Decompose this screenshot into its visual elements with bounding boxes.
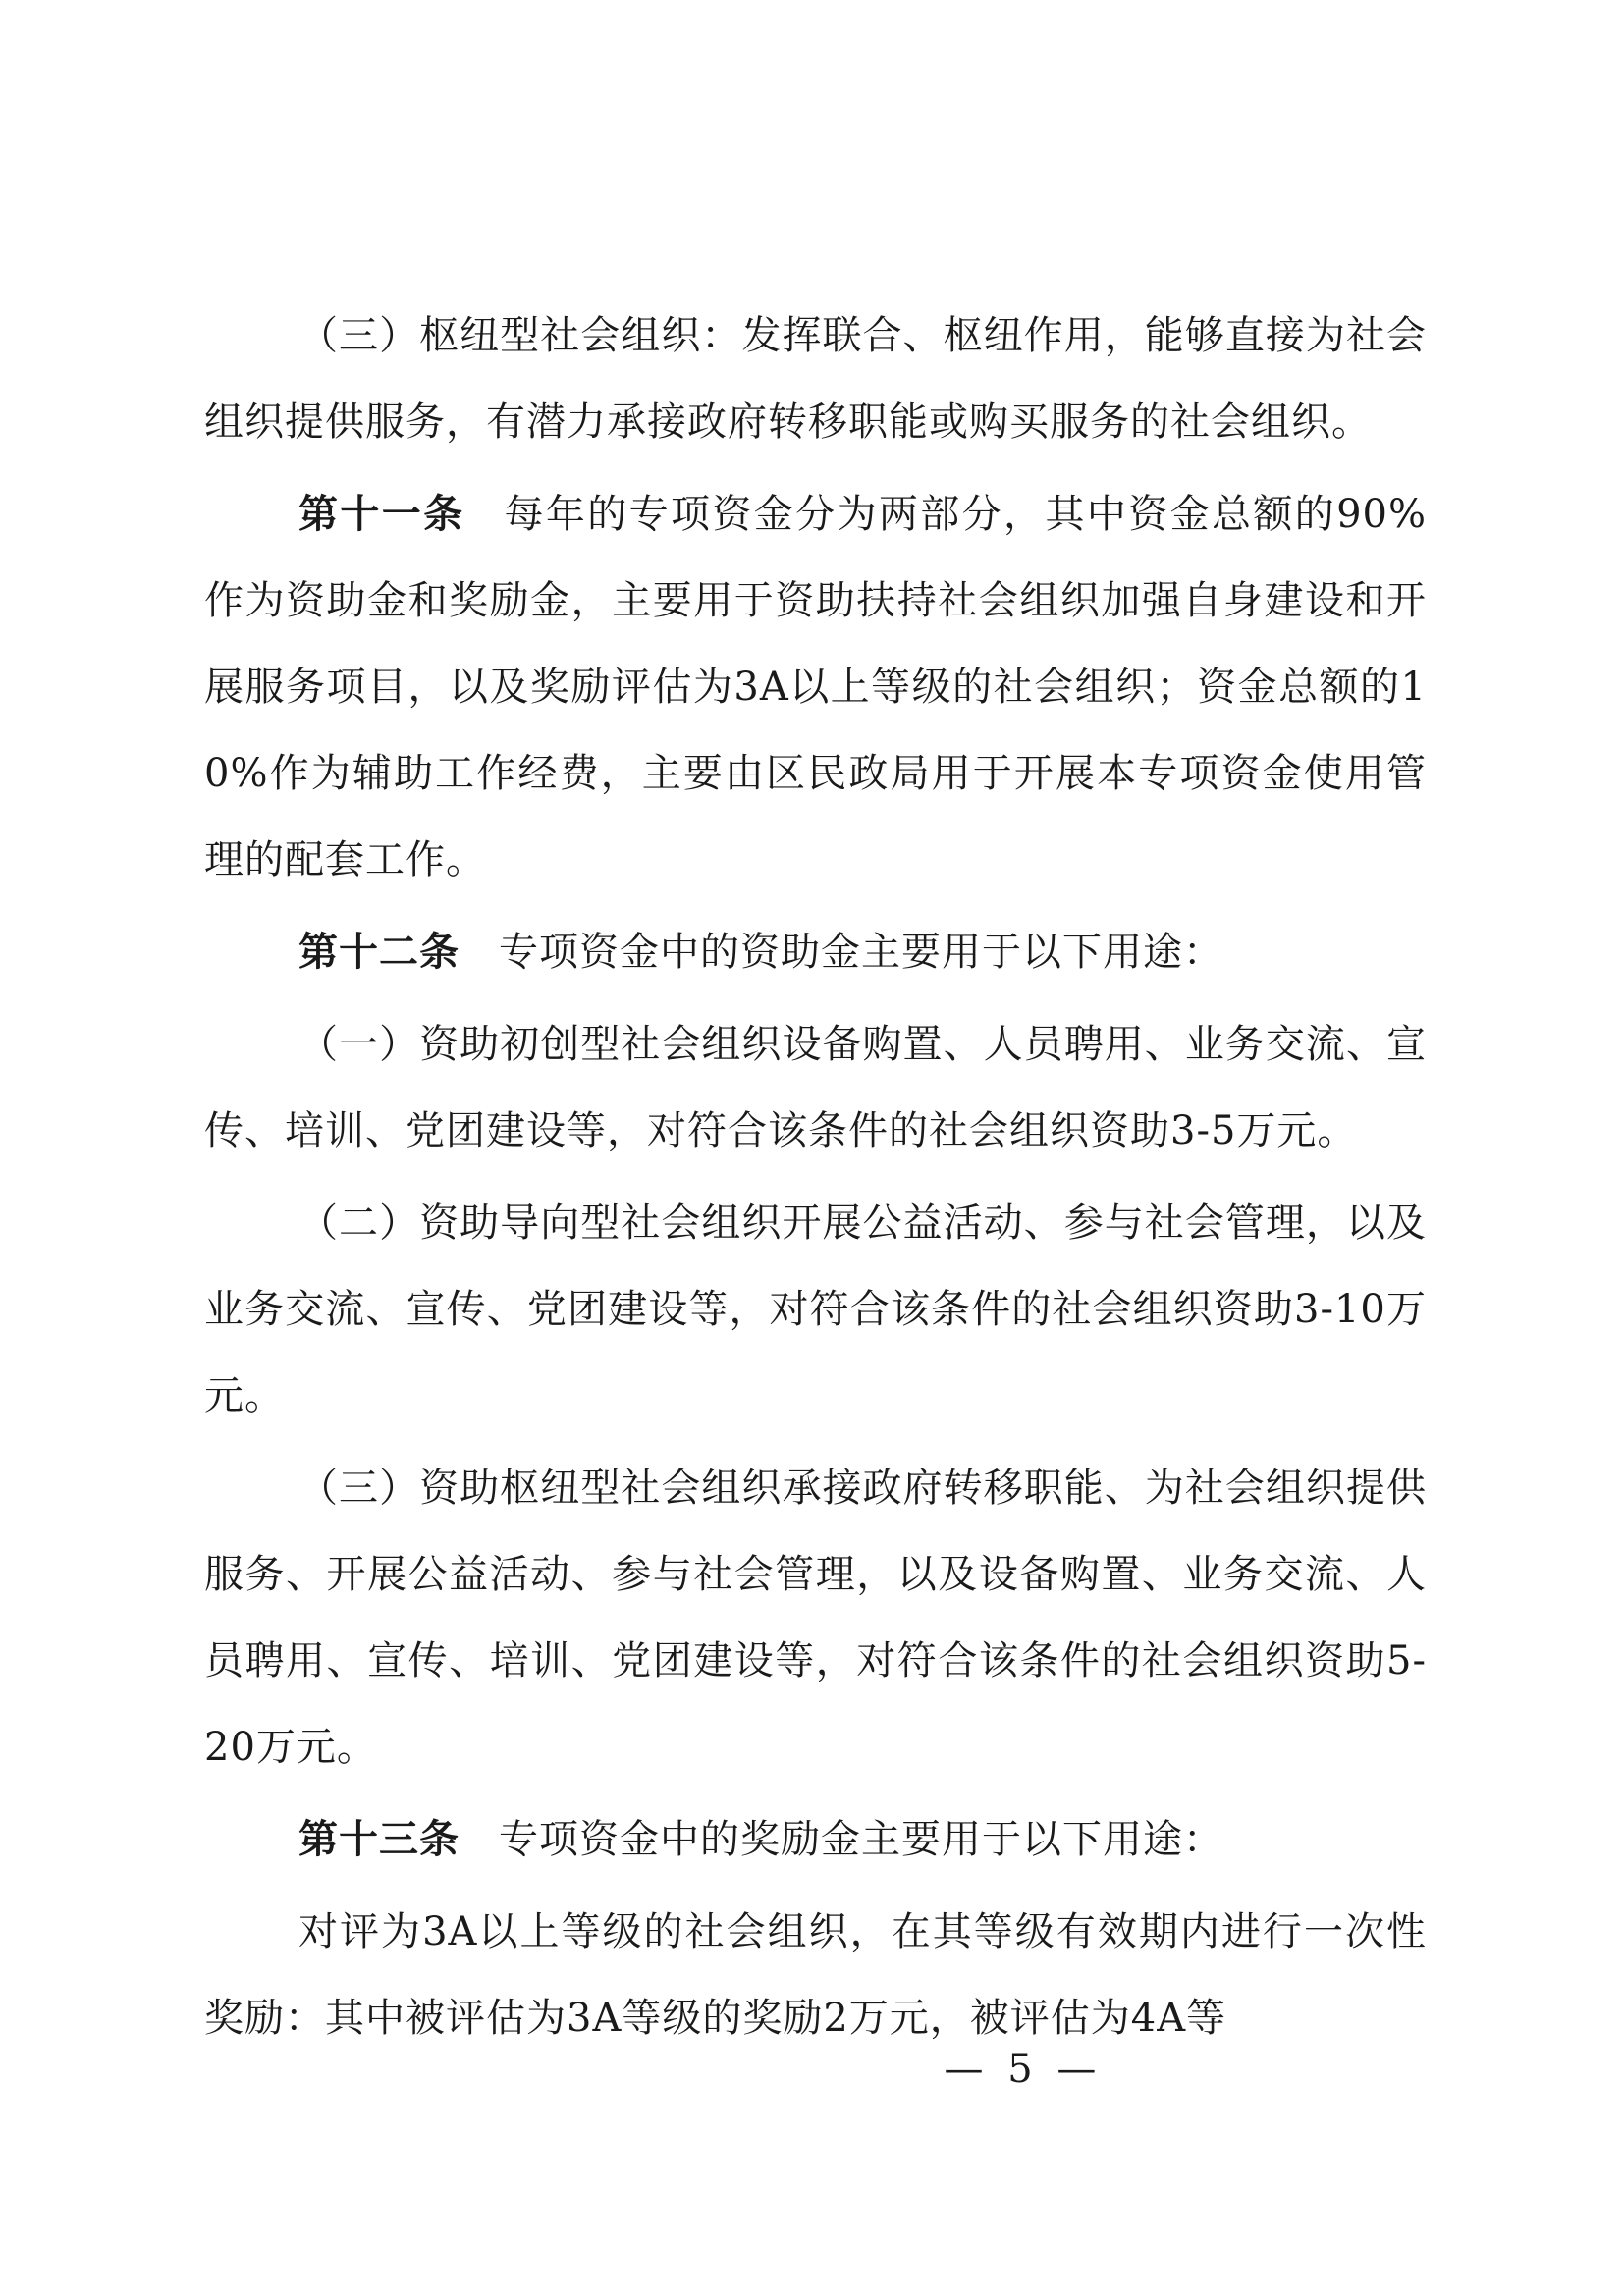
page-number: — 5 — bbox=[944, 2047, 1103, 2092]
article-13 bbox=[204, 1796, 1427, 1883]
paragraph-award bbox=[204, 1889, 1427, 2061]
paragraph-text: 专项资金中的奖励金主要用于以下用途： bbox=[499, 1817, 1223, 1862]
paragraph-text: 每年的专项资金分为两部分，其中资金总额的90%作为资助金和奖励金，主要用于资助扶持社会组织加强自身建设和开展服务项目，以及奖励评估为3A以上等级的社会组织；资金总额的10%作为辅助工作经费，主要由区民政局用于开展本专项资金使用管理的配套工作。 bbox=[204, 492, 1427, 882]
paragraph-hub-organizations bbox=[204, 293, 1427, 465]
paragraph-text: 专项资金中的资助金主要用于以下用途： bbox=[499, 930, 1223, 975]
article-11 bbox=[204, 471, 1427, 903]
article-heading: 第十三条 bbox=[298, 1817, 460, 1862]
paragraph-item-3 bbox=[204, 1445, 1427, 1790]
paragraph-text: （一）资助初创型社会组织设备购置、人员聘用、业务交流、宣传、培训、党团建设等，对符合该条件的社会组织资助3-5万元。 bbox=[204, 1022, 1427, 1153]
article-heading: 第十二条 bbox=[298, 930, 460, 975]
paragraph-text: （三）资助枢纽型社会组织承接政府转移职能、为社会组织提供服务、开展公益活动、参与社会管理，以及设备购置、业务交流、人员聘用、宣传、培训、党团建设等，对符合该条件的社会组织资助5-20万元。 bbox=[204, 1466, 1427, 1770]
article-heading: 第十一条 bbox=[298, 492, 465, 537]
paragraph-text: （二）资助导向型社会组织开展公益活动、参与社会管理，以及业务交流、宣传、党团建设等，对符合该条件的社会组织资助3-10万元。 bbox=[204, 1201, 1427, 1418]
paragraph-item-2 bbox=[204, 1180, 1427, 1439]
document-body bbox=[204, 293, 1427, 2061]
paragraph-item-1 bbox=[204, 1001, 1427, 1174]
article-12 bbox=[204, 909, 1427, 995]
paragraph-text: （三）枢纽型社会组织：发挥联合、枢纽作用，能够直接为社会组织提供服务，有潜力承接政府转移职能或购买服务的社会组织。 bbox=[204, 313, 1427, 445]
paragraph-text: 对评为3A以上等级的社会组织，在其等级有效期内进行一次性奖励：其中被评估为3A等级的奖励2万元，被评估为4A等 bbox=[204, 1909, 1427, 2041]
